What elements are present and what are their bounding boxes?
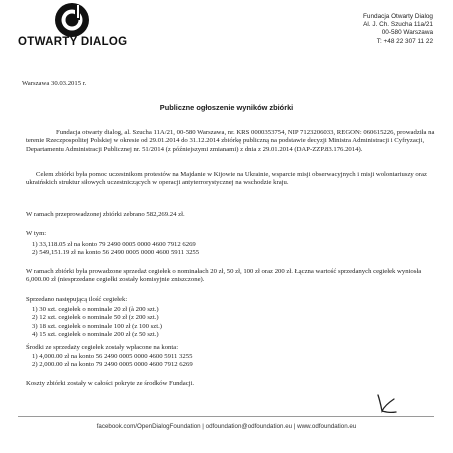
sold-list — [32, 306, 162, 340]
list-item: 2) 549,151.19 zł na konto 56 2490 0005 0000 4600 5911 3255 — [32, 249, 200, 257]
document-date: Warszawa 30.03.2015 r. — [22, 80, 87, 87]
list-item: 2) 2,000.00 zł na konto 79 2490 0005 0000 4600 7912 6269 — [32, 361, 193, 369]
org-name: Fundacja Otwarty Dialog — [363, 13, 433, 20]
footer-divider — [18, 416, 434, 417]
breakdown-list — [32, 241, 199, 258]
funds-label: Środki ze sprzedaży cegiełek zostały wpłacone na konta: — [26, 344, 179, 351]
list-item: 1) 4,000.00 zł na konto 56 2490 0005 0000 4600 5911 3255 — [32, 353, 193, 360]
list-item: 1) 33,118.05 zł na konto 79 2490 0005 0000 4600 7912 6269 — [32, 241, 196, 248]
logo-text: OTWARTY DIALOG — [18, 36, 128, 48]
org-street: Al. J. Ch. Szucha 11a/21 — [363, 21, 433, 29]
org-phone: T: +48 22 307 11 22 — [376, 37, 433, 45]
document-title: Publiczne ogłoszenie wyników zbiórki — [159, 103, 294, 112]
collected-total: W ramach przeprowadzonej zbiórki zebrano 582,269.24 zł. — [26, 211, 185, 218]
sold-label: Sprzedano następującą ilość cegiełek: — [26, 296, 128, 303]
breakdown-label: W tym: — [26, 230, 47, 237]
funds-list — [32, 353, 193, 370]
list-item: 1) 30 szt. cegiełek o nominale 20 zł (à 200 szt.) — [32, 306, 159, 313]
footer-contacts: facebook.com/OpenDialogFoundation | odfoundation@odfoundation.eu | www.odfoundation.eu — [96, 423, 357, 430]
list-item: 2) 12 szt. cegiełek o nominale 50 zł (z 200 szt.) — [32, 314, 159, 322]
list-item: 3) 18 szt. cegiełek o nominale 100 zł (z 100 szt.) — [32, 322, 162, 330]
purpose-paragraph: Celem zbiórki była pomoc uczestnikom protestów na Majdanie w Kijowie na Ukrainie, wsparcie misji obserwacyjnych i misji wolontariuszy oraz ukraińskich struktur siłowych uczestniczących w operacji antyterrorystycznej na wschodzie kraju. — [26, 171, 427, 187]
signature-mark — [372, 391, 400, 417]
costs-statement: Koszty zbiórki zostały w całości pokryte ze środków Fundacji. — [26, 380, 195, 387]
intro-paragraph: Fundacja otwarty dialog, al. Szucha 11A/21, 00-580 Warszawa, nr. KRS 0000353754, NIP 7123206033, REGON: 060615226, prowadziła na terenie Rzeczpospolitej Polskiej w okresie od 29.01.2014 do 31.12.2014 zbiórkę publiczną na podstawie decyzji Ministra Administracji i Cyfryzacji, Departamentu Administracji Publicznej nr. 51/2014 (z późniejszymi zmianami) z dnia z 29.01.2014 (DAP-ZZP.83.176.2014). — [26, 129, 435, 153]
bricks-paragraph: W ramach zbiórki była prowadzone sprzedaż cegiełek o nominałach 20 zł, 50 zł, 100 zł oraz 200 zł. Łączna wartość sprzedanych cegiełek wyniosła 6,000.00 zł (niesprzedane cegiełki zostały komisyjnie zniszczone). — [26, 268, 422, 284]
org-city: 00-580 Warszawa — [381, 29, 433, 37]
organization-address — [363, 13, 433, 46]
open-dialog-logo-icon — [54, 2, 90, 38]
list-item: 4) 15 szt. cegiełek o nominale 200 zł (z 50 szt.) — [32, 331, 159, 339]
